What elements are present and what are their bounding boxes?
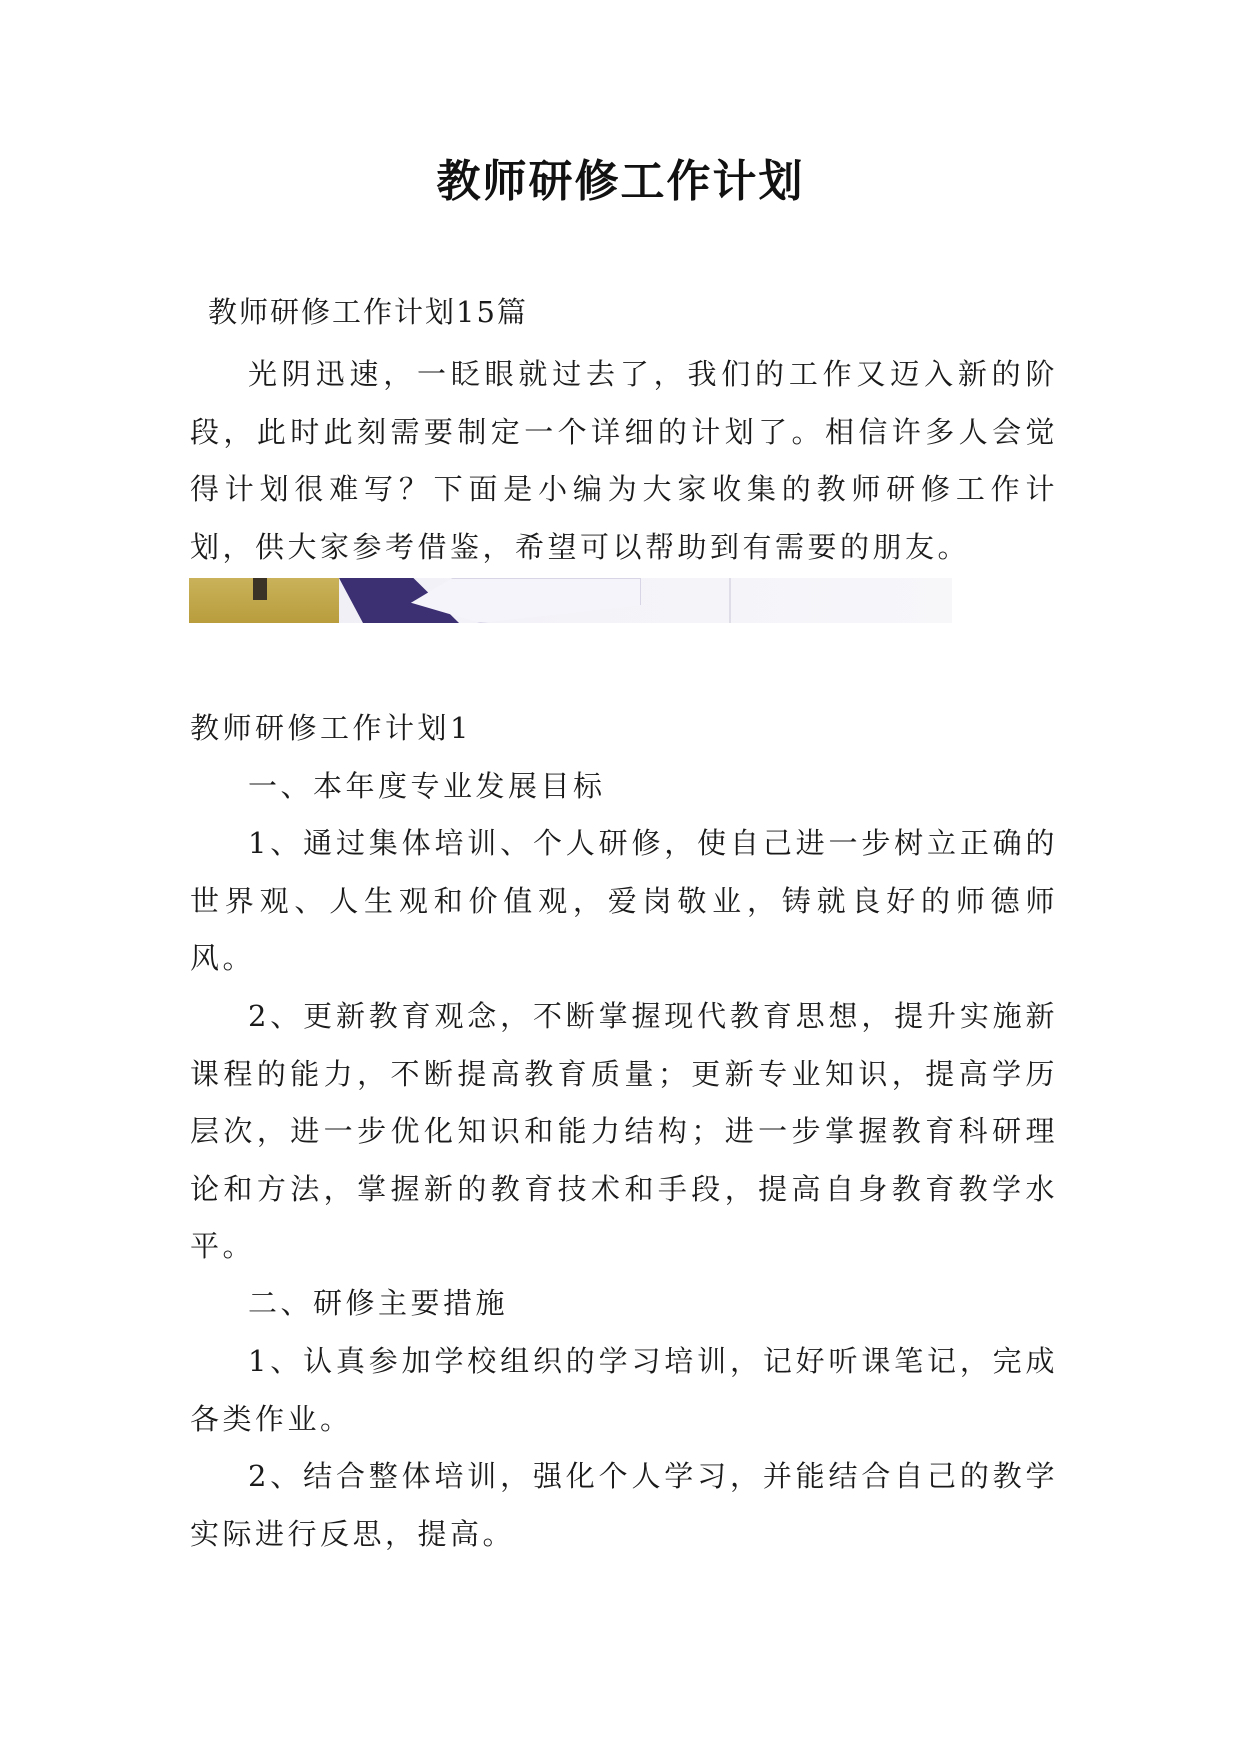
goal-1-paragraph: 1、通过集体培训、个人研修，使自己进一步树立正确的世界观、人生观和价值观，爱岗敬业，铸就良好的师德师风。 xyxy=(190,826,1058,975)
goal-2-paragraph: 2、更新教育观念，不断掌握现代教育思想，提升实施新课程的能力，不断提高教育质量；更新专业知识，提高学历层次，进一步优化知识和能力结构；进一步掌握教育科研理论和方法，掌握新的教育技术和手段，提高自身教育教学水平。 xyxy=(190,999,1058,1263)
document-title: 教师研修工作计划 xyxy=(436,156,805,207)
cropped-photo xyxy=(189,578,952,623)
document-subtitle: 教师研修工作计划15篇 xyxy=(208,295,528,329)
heading-goals: 一、本年度专业发展目标 xyxy=(248,769,606,803)
heading-measures: 二、研修主要措施 xyxy=(248,1286,509,1320)
measure-1-paragraph: 1、认真参加学校组织的学习培训，记好听课笔记，完成各类作业。 xyxy=(190,1344,1058,1436)
photo-line xyxy=(729,578,731,623)
photo-frame xyxy=(253,578,267,600)
section-title: 教师研修工作计划1 xyxy=(190,711,472,745)
measure-2-paragraph: 2、结合整体培训，强化个人学习，并能结合自己的教学实际进行反思，提高。 xyxy=(190,1459,1058,1551)
intro-paragraph: 光阴迅速，一眨眼就过去了，我们的工作又迈入新的阶段，此时此刻需要制定一个详细的计划了。相信许多人会觉得计划很难写？下面是小编为大家收集的教师研修工作计划，供大家参考借鉴，希望可以帮助到有需要的朋友。 xyxy=(190,357,1058,564)
